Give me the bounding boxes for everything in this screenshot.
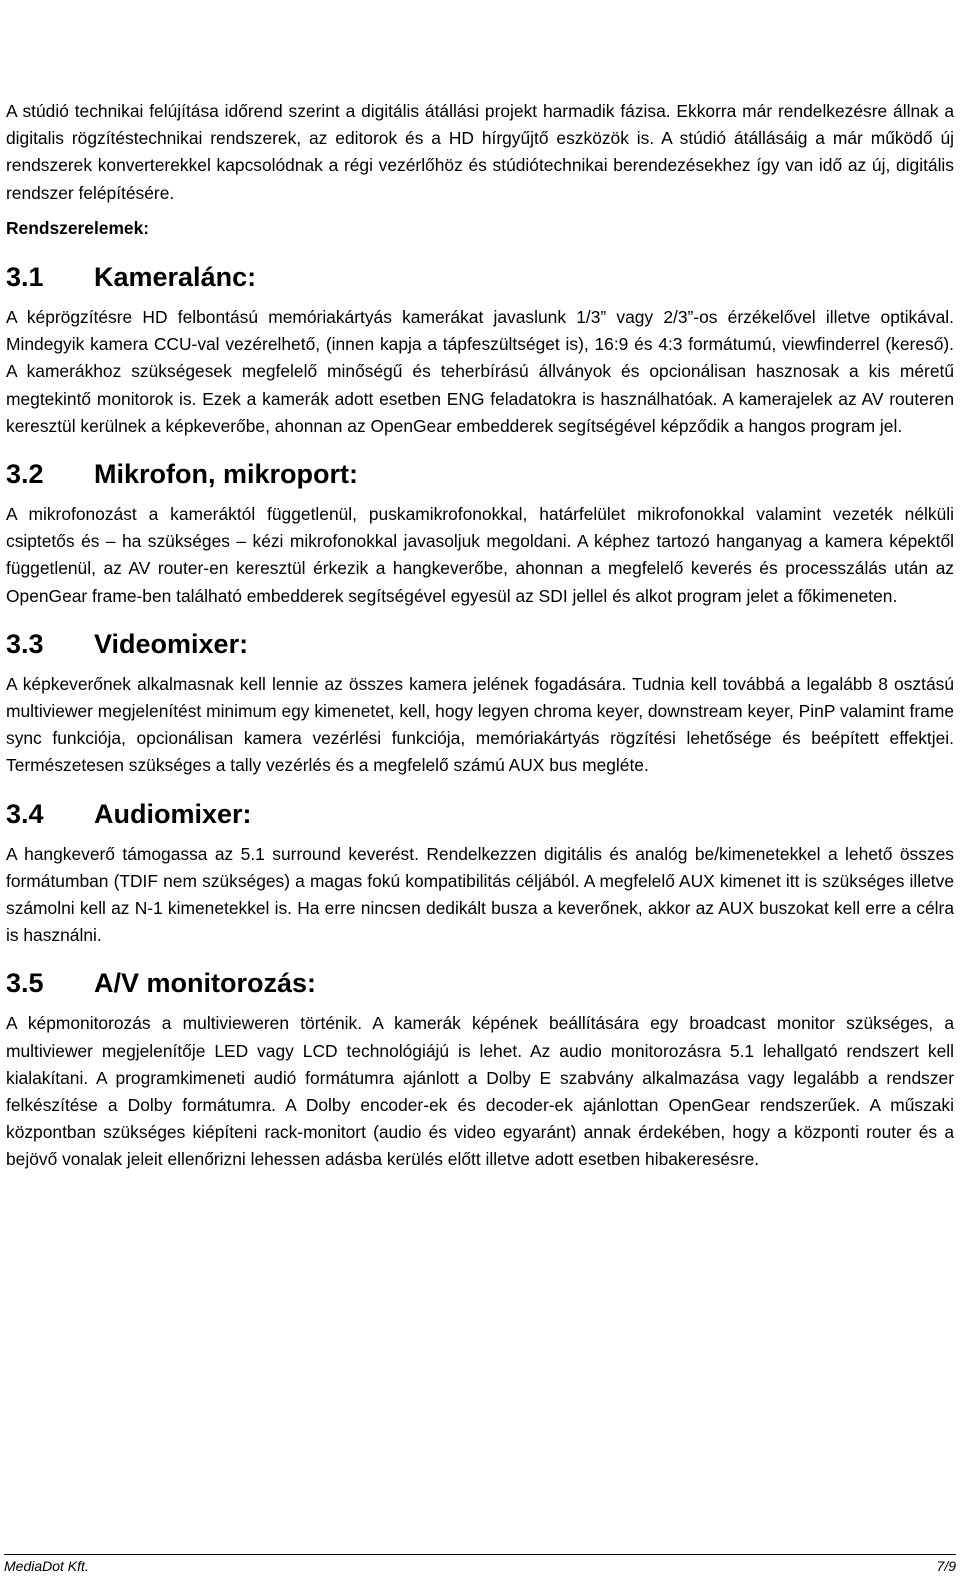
intro-paragraph: A stúdió technikai felújítása időrend szerint a digitális átállási projekt harmadik fázisa. Ekkorra már rendelkezésre állnak a digitalis rögzítéstechnikai rendszerek, az editorok és a HD hírgyűjtő eszközök is. A stúdió átállásáig a már működő új rendszerek konverterekkel kapcsolódnak a régi vezérlőhöz és stúdiótechnikai berendezésekhez így van idő az új, digitális rendszer felépítésére. xyxy=(6,101,954,203)
footer-page-number: 7/9 xyxy=(936,1558,956,1574)
section-number: 3.1 xyxy=(6,262,44,293)
section-body: A képrögzítésre HD felbontású memóriakártyás kamerákat javaslunk 1/3” vagy 2/3”-os érzékelővel illetve optikával. Mindegyik kamera CCU-val vezérelhető, (innen kapja a tápfeszültséget is), 16:9 és 4:3 formátumú, viewfinderrel (kereső). A kamerákhoz szükségesek megfelelő minőségű és teherbírású állványok és opcionálisan hasznosak a kis méretű megtekintő monitorok is. Ezek a kamerák adott esetben ENG feladatokra is használhatóak. A kamerajelek az AV routeren keresztül kerülnek a képkeverőbe, ahonnan az OpenGear embedderek segítségével képződik a hangos program jel. xyxy=(6,307,954,436)
footer-company: MediaDot Kft. xyxy=(4,1558,89,1574)
section-number: 3.2 xyxy=(6,459,44,490)
section-title: Videomixer: xyxy=(94,628,249,659)
section-title: A/V monitorozás: xyxy=(94,968,317,999)
section-videomixer xyxy=(6,627,954,780)
section-heading xyxy=(6,966,954,1000)
section-title: Mikrofon, mikroport: xyxy=(94,459,358,490)
section-heading xyxy=(6,260,954,294)
section-body: A képmonitorozás a multivieweren történik. A kamerák képének beállítására egy broadcast monitor szükséges, a multiviewer megjelenítője LED vagy LCD technológiájú is lehet. Az audio monitorozásra 5.1 lehallgató rendszert kell kialakítani. A programkimeneti audió formátumra ajánlott a Dolby E szabvány alkalmazása vagy legalább a rendszer felkészítése a Dolby formátumra. A Dolby encoder-ek és decoder-ek ajánlottan OpenGear rendszerűek. A műszaki központban szükséges kiépíteni rack-monitort (audio és video egyaránt) annak érdekében, hogy a központi router és a bejövő vonalak jeleit ellenőrizni lehessen adásba kerülés előtt illetve adott esetben hibakeresésre. xyxy=(6,1013,954,1170)
document-page xyxy=(6,98,954,1191)
section-mikrofon xyxy=(6,457,954,610)
section-body: A képkeverőnek alkalmasnak kell lennie az összes kamera jelének fogadására. Tudnia kell továbbá a legalább 8 osztású multiviewer megjelenítést minimum egy kimenetet, kell, hogy legyen chroma keyer, downstream keyer, PinP valamint frame sync funkciója, opcionálisan kamera vezérlési funkciója, memóriakártyás rögzítési lehetősége és beépített effektjei. Természetesen szükséges a tally vezérlés és a megfelelő számú AUX bus megléte. xyxy=(6,673,954,776)
section-heading xyxy=(6,457,954,491)
section-title: Kameralánc: xyxy=(94,262,257,293)
section-kameralanc xyxy=(6,260,954,440)
section-number: 3.4 xyxy=(6,798,44,829)
section-body: A hangkeverő támogassa az 5.1 surround keverést. Rendelkezzen digitális és analóg be/kimenetekkel a lehető összes formátumban (TDIF nem szükséges) a magas fokú kompatibilitás céljából. A megfelelő AUX kimenet itt is szükséges illetve számolni kell az N-1 kimenetekkel is. Ha erre nincsen dedikált busza a keverőnek, akkor az AUX buszokat kell erre a célra is használni. xyxy=(6,843,954,946)
section-audiomixer xyxy=(6,797,954,950)
section-title: Audiomixer: xyxy=(94,798,252,829)
section-number: 3.3 xyxy=(6,628,44,659)
section-av-monitorozas xyxy=(6,966,954,1173)
section-heading xyxy=(6,797,954,831)
section-heading xyxy=(6,627,954,661)
section-body: A mikrofonozást a kameráktól függetlenül, puskamikrofonokkal, határfelület mikrofonokkal valamint vezeték nélküli csiptetős és – ha szükséges – kézi mikrofonokkal javasoljuk megoldani. A képhez tartozó hanganyag a kamera képektől függetlenül, az AV router-en keresztül érkezik a hangkeverőbe, ahonnan a megfelelő keverés és processzálás után az OpenGear frame-ben található embedderek segítségével egyesül az SDI jellel és alkot program jelet a főkimeneten. xyxy=(6,504,954,606)
subheading: Rendszerelemek: xyxy=(6,217,150,238)
section-number: 3.5 xyxy=(6,968,44,999)
page-footer xyxy=(4,1554,956,1574)
